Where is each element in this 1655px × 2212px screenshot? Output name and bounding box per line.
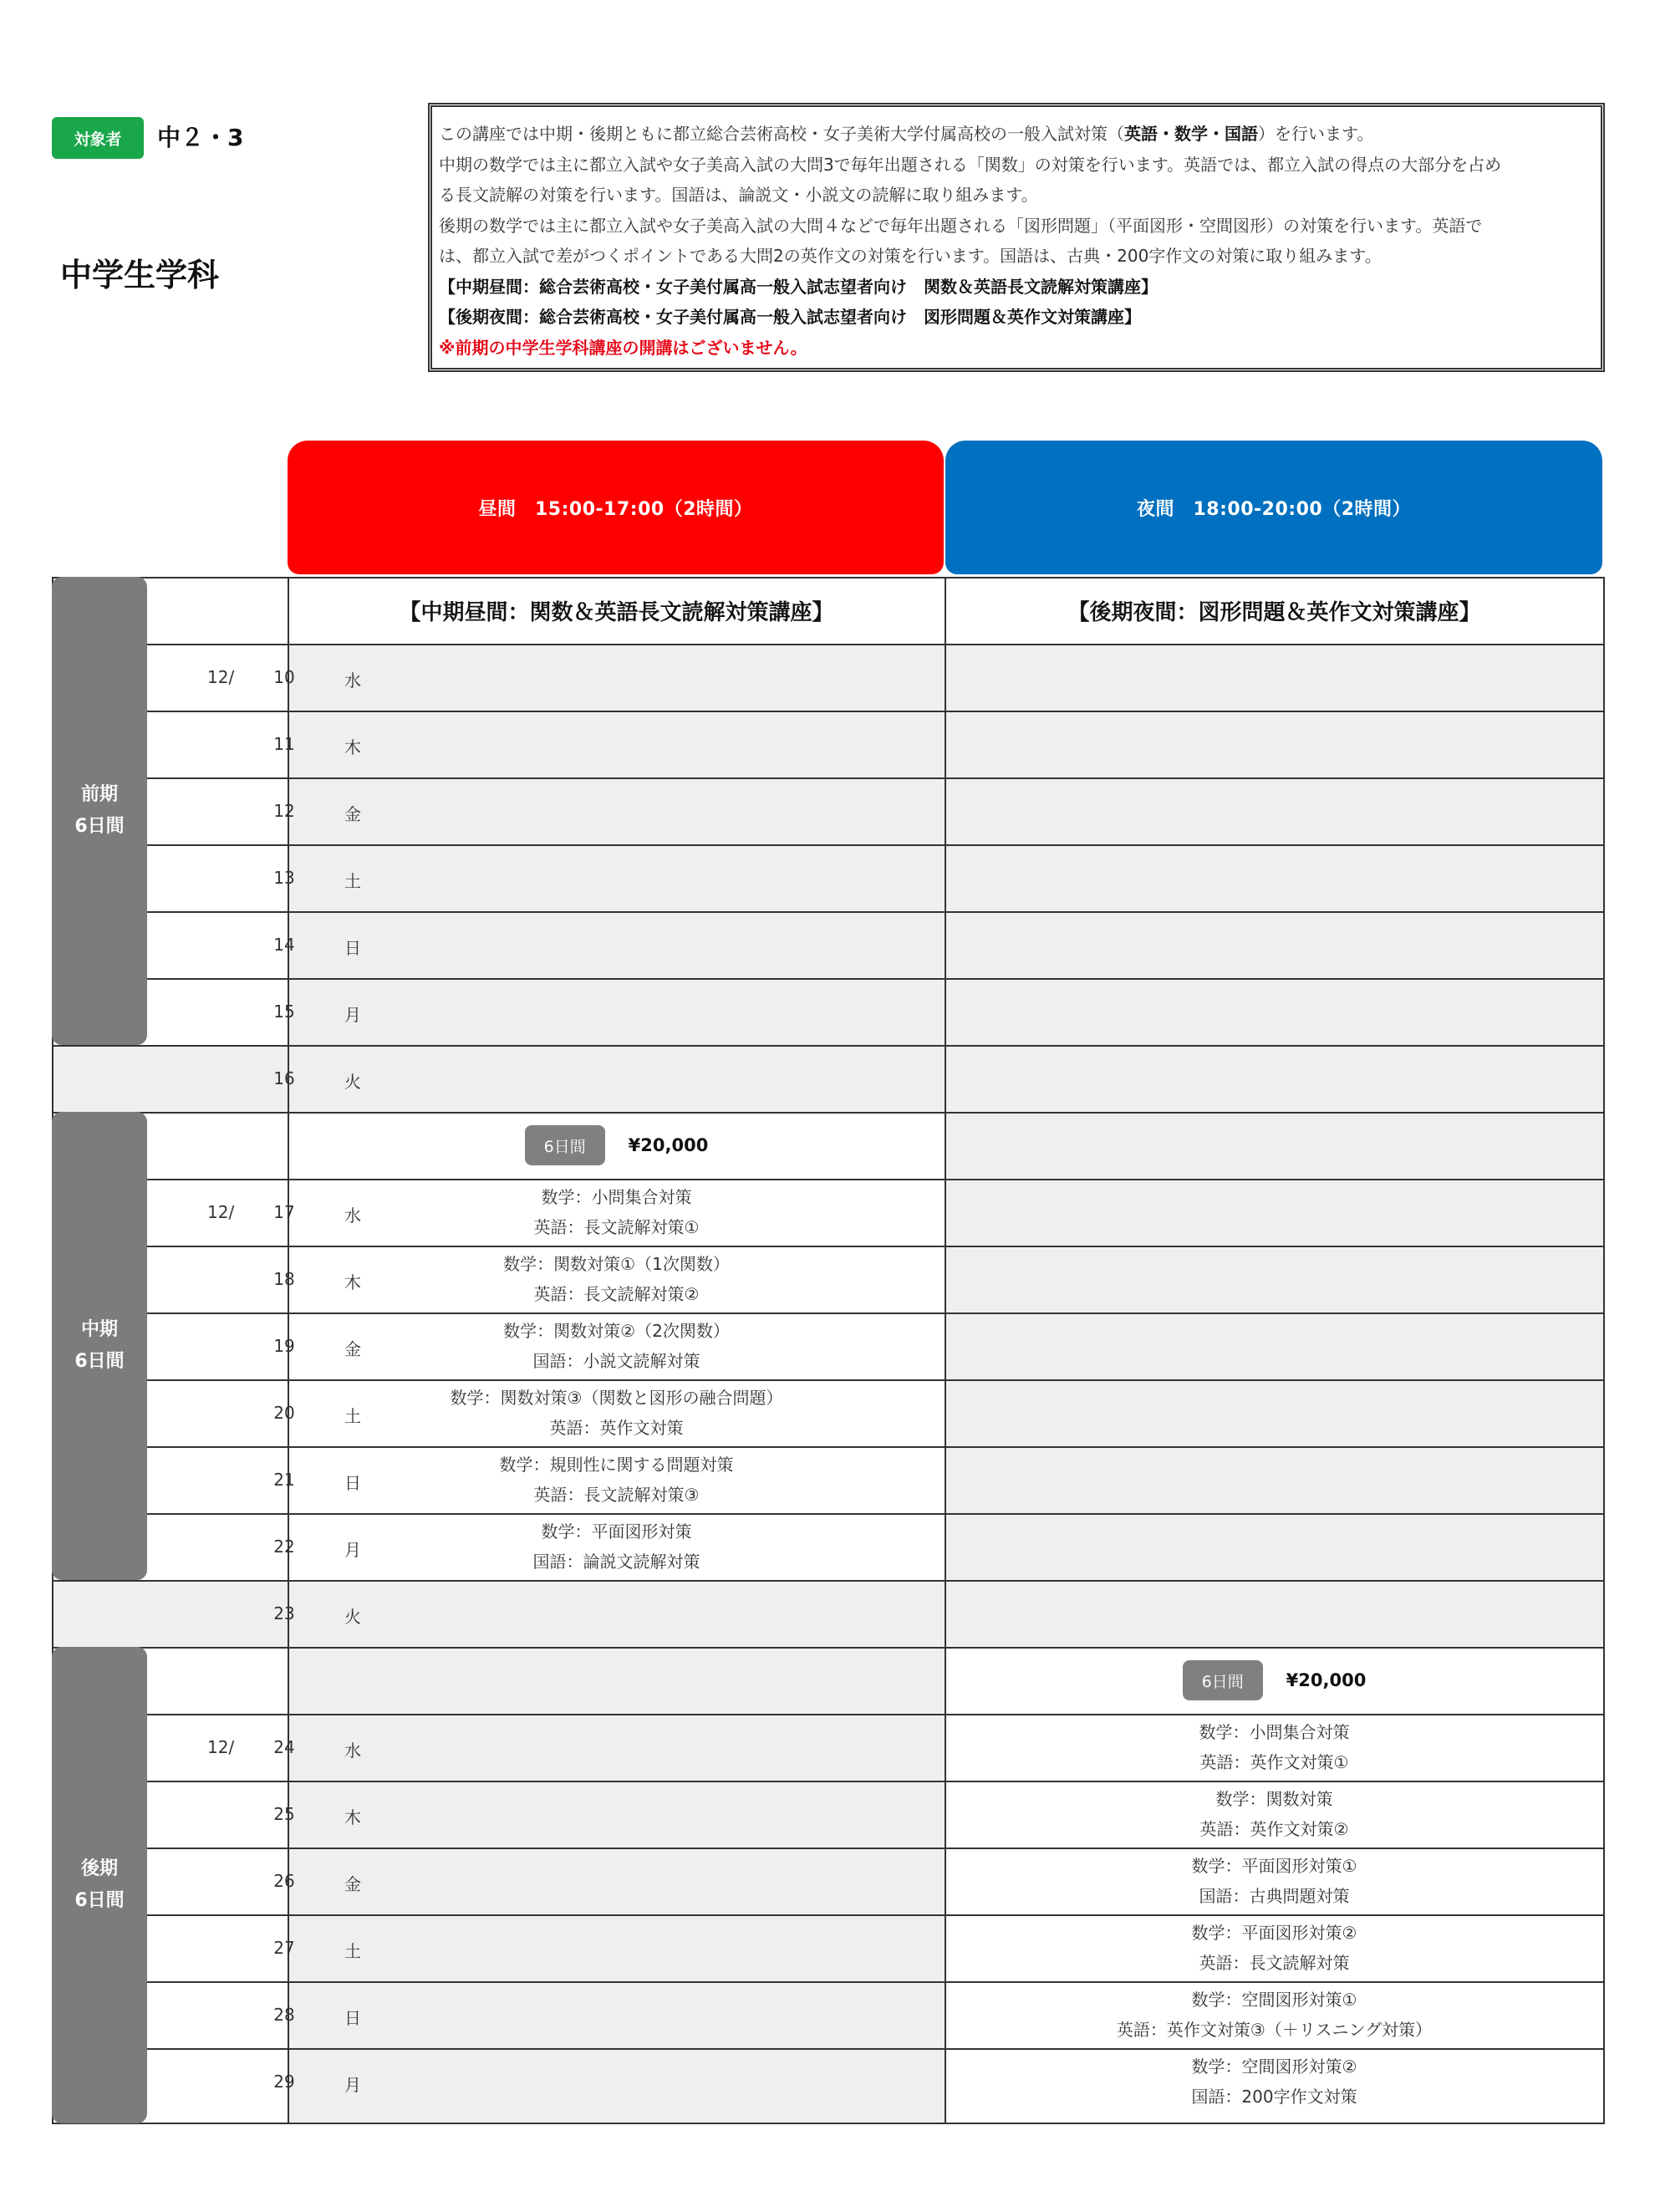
notice-late-course: 【後期夜間：総合芸術高校・女子美付属高一般入試志望者向け 図形問題＆英作文対策講座】 [439, 307, 1141, 327]
mid-price: ¥20,000 [628, 1135, 709, 1155]
date-row: 11 木 [273, 734, 361, 757]
target-grade: 中２・3 [157, 124, 244, 151]
mid-lesson-2: 数学：関数対策①（1次関数） 英語：長文読解対策② [503, 1254, 730, 1304]
date-row: 19 金 [273, 1336, 361, 1359]
late-lesson-6: 数学：空間図形対策② 国語：200字作文対策 [1191, 2057, 1357, 2107]
date-row: 20 土 [273, 1403, 361, 1426]
target-audience-badge: 対象者 [52, 117, 144, 159]
nighttime-course-title: 【後期夜間：図形問題＆英作文対策講座】 [1067, 599, 1481, 625]
date-row: 15 月 [273, 1002, 361, 1025]
notice-line-4: 後期の数学では主に都立入試や女子美高入試の大問４などで毎年出題される「図形問題」（平面図形・空間図形）の対策を行います。英語で [439, 215, 1483, 236]
date-row: 12 金 [273, 801, 361, 824]
date-row: 16 火 [273, 1068, 361, 1092]
date-row: 18 木 [273, 1269, 361, 1292]
period-early: 前期 6日間 [52, 577, 147, 1045]
mid-lesson-4: 数学：関数対策③（関数と図形の融合問題） 英語：英作文対策 [450, 1388, 783, 1438]
nighttime-header: 夜間 18:00-20:00（2時間） [945, 441, 1602, 574]
course-notice-box [428, 103, 1605, 372]
notice-line-1: この講座では中期・後期ともに都立総合芸術高校・女子美術大学付属高校の一般入試対策（英語・数学・国語）を行います。 [439, 124, 1374, 144]
notice-mid-course: 【中期昼間：総合芸術高校・女子美付属高一般入試志望者向け 関数＆英語長文読解対策講座】 [439, 276, 1158, 297]
date-row: 22 月 [273, 1537, 361, 1560]
mid-lesson-6: 数学：平面図形対策 国語：論説文読解対策 [532, 1521, 700, 1572]
date-row: 21 日 [273, 1470, 361, 1493]
late-lesson-5: 数学：空間図形対策① 英語：英作文対策③（＋リスニング対策） [1116, 1990, 1433, 2040]
mid-lesson-5: 数学：規則性に関する問題対策 英語：長文読解対策③ [499, 1455, 734, 1505]
date-row: 28 日 [273, 2005, 361, 2028]
notice-line-3: る長文読解の対策を行います。国語は、論説文・小説文の読解に取り組みます。 [439, 185, 1038, 205]
date-row: 13 土 [273, 868, 361, 891]
late-duration-pill: 6日間 [1183, 1660, 1263, 1700]
daytime-course-title: 【中期昼間：関数＆英語長文読解対策講座】 [399, 599, 834, 625]
department-title: 中学生学科 [60, 257, 220, 293]
late-day-shade [288, 1647, 945, 2123]
late-lesson-3: 数学：平面図形対策① 国語：古典問題対策 [1191, 1856, 1357, 1906]
date-row: 12/ 10 水 [207, 667, 361, 691]
mid-price-row [288, 1112, 945, 1179]
date-row: 27 土 [273, 1938, 361, 1961]
mid-lesson-1: 数学：小問集合対策 英語：長文読解対策① [533, 1187, 700, 1237]
late-price: ¥20,000 [1286, 1670, 1367, 1690]
date-row: 25 木 [273, 1804, 361, 1827]
date-row: 14 日 [273, 935, 361, 958]
schedule-table [52, 577, 1605, 2124]
late-lesson-2: 数学：関数対策 英語：英作文対策② [1199, 1789, 1349, 1839]
late-lesson-4: 数学：平面図形対策② 英語：長文読解対策 [1191, 1923, 1357, 1973]
mid-duration-pill: 6日間 [525, 1125, 605, 1165]
late-price-row [945, 1647, 1603, 1714]
date-row: 26 金 [273, 1871, 361, 1894]
notice-line-2: 中期の数学では主に都立入試や女子美高入試の大問3で毎年出題される「関数」の対策を行います。英語では、都立入試の得点の大部分を占め [439, 154, 1502, 175]
early-period-shade [288, 644, 1605, 1112]
late-lesson-1: 数学：小問集合対策 英語：英作文対策① [1199, 1722, 1350, 1772]
mid-night-shade [945, 1112, 1605, 1580]
date-row: 23 火 [273, 1603, 361, 1627]
date-row: 12/ 24 水 [207, 1737, 361, 1761]
date-row: 12/ 17 水 [207, 1202, 361, 1226]
date-row: 29 月 [273, 2072, 361, 2095]
mid-lesson-3: 数学：関数対策②（2次関数） 国語：小説文読解対策 [503, 1321, 730, 1371]
period-late: 後期 6日間 [52, 1647, 147, 2123]
period-mid: 中期 6日間 [52, 1112, 147, 1580]
daytime-header: 昼間 15:00-17:00（2時間） [288, 441, 944, 574]
notice-line-5: は、都立入試で差がつくポイントである大問2の英作文の対策を行います。国語は、古典・200字作文の対策に取り組みます。 [439, 246, 1382, 266]
notice-warning: ※前期の中学生学科講座の開講はございません。 [439, 337, 807, 358]
